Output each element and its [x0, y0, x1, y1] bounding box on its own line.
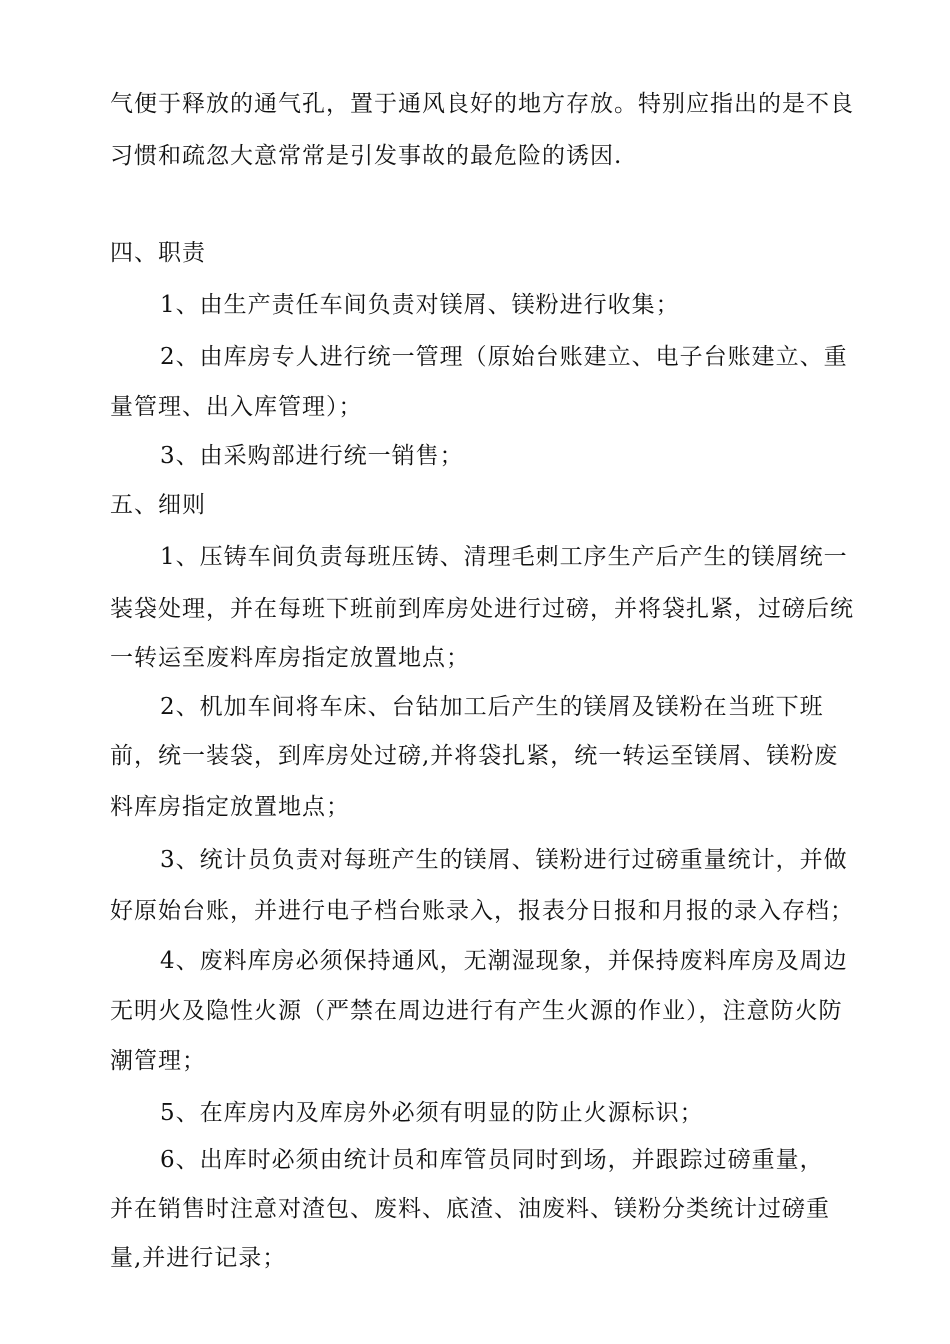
section-4-heading: 四、职责	[110, 240, 206, 266]
section-5-item-2-line-3: 料库房指定放置地点；	[110, 794, 350, 820]
section-5-item-1-line-2: 装袋处理，并在每班下班前到库房处进行过磅，并将袋扎紧，过磅后统	[110, 596, 854, 622]
section-5-item-6-line-2: 并在销售时注意对渣包、废料、底渣、油废料、镁粉分类统计过磅重	[110, 1196, 830, 1222]
intro-line-1: 气便于释放的通气孔，置于通风良好的地方存放。特别应指出的是不良	[110, 91, 854, 117]
intro-line-2: 习惯和疏忽大意常常是引发事故的最危险的诱因.	[110, 143, 623, 169]
section-4-item-2-line-2: 量管理、出入库管理）；	[110, 394, 363, 420]
section-5-item-6-line-1: 6、出库时必须由统计员和库管员同时到场，并跟踪过磅重量，	[160, 1147, 824, 1173]
section-4-item-1: 1、由生产责任车间负责对镁屑、镁粉进行收集；	[160, 292, 680, 318]
section-5-item-1-line-1: 1、压铸车间负责每班压铸、清理毛刺工序生产后产生的镁屑统一	[160, 544, 848, 570]
section-5-item-6-line-3: 量,并进行记录；	[110, 1245, 287, 1271]
section-5-item-1-line-3: 一转运至废料库房指定放置地点；	[110, 645, 470, 671]
section-5-item-4-line-1: 4、废料库房必须保持通风，无潮湿现象，并保持废料库房及周边	[160, 948, 848, 974]
section-4-item-3: 3、由采购部进行统一销售；	[160, 443, 464, 469]
section-5-item-2-line-2: 前，统一装袋，到库房处过磅,并将袋扎紧，统一转运至镁屑、镁粉废	[110, 743, 839, 769]
section-4-item-2-line-1: 2、由库房专人进行统一管理（原始台账建立、电子台账建立、重	[160, 344, 848, 370]
section-5-item-2-line-1: 2、机加车间将车床、台钻加工后产生的镁屑及镁粉在当班下班	[160, 694, 824, 720]
section-5-item-3-line-2: 好原始台账，并进行电子档台账录入，报表分日报和月报的录入存档；	[110, 898, 854, 924]
section-5-item-3-line-1: 3、统计员负责对每班产生的镁屑、镁粉进行过磅重量统计，并做	[160, 847, 848, 873]
section-5-item-5: 5、在库房内及库房外必须有明显的防止火源标识；	[160, 1100, 704, 1126]
section-5-item-4-line-3: 潮管理；	[110, 1048, 206, 1074]
section-5-item-4-line-2: 无明火及隐性火源（严禁在周边进行有产生火源的作业），注意防火防	[110, 998, 843, 1024]
section-5-heading: 五、细则	[110, 492, 206, 518]
